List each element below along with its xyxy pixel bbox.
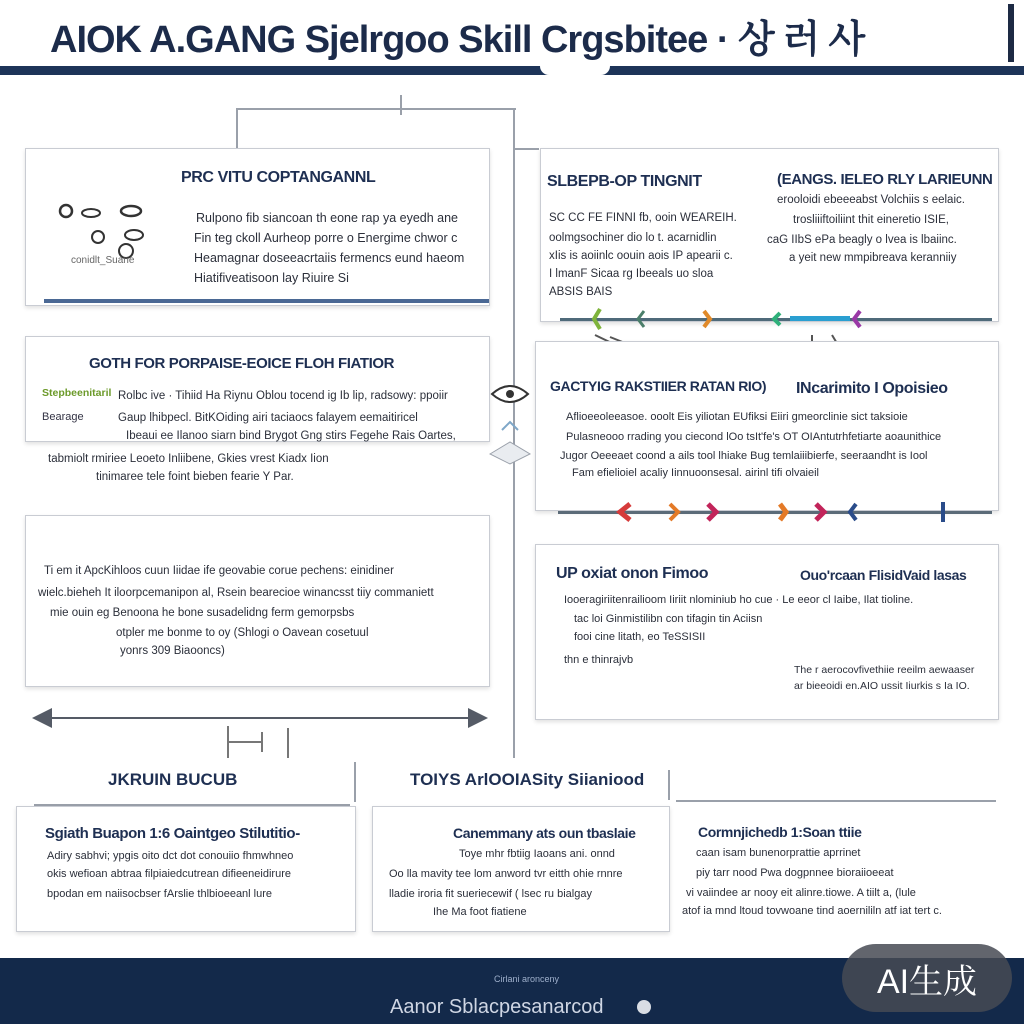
icon-caption: conidlt_Suane xyxy=(71,255,135,266)
card-title: Ouo'rcaan FlisidVaid lasas xyxy=(800,567,967,583)
bullet-item: thn e thinrajvb xyxy=(564,654,634,666)
footer-text: Aanor Sblacpesanarcod xyxy=(390,996,604,1018)
connector-line xyxy=(354,762,356,802)
card-body-line: Ibeaui ee Ilanoo siarn bind Brygot Gng stirs Fegehe Rais Oartes, xyxy=(126,430,456,442)
connector-line xyxy=(236,108,516,110)
connector-line xyxy=(236,108,238,150)
section-heading-center: TOIYS ArlOOIASity Siianiood xyxy=(410,770,645,789)
ai-generated-badge: AI生成 xyxy=(842,944,1012,1012)
card-body-line: erooloidi ebeeeabst Volchiis s eelaic. xyxy=(777,194,965,206)
bullet-item: tac loi Ginmistilibn con tifagin tin Aciisn xyxy=(574,613,763,625)
connector-line xyxy=(400,95,402,115)
card-body-line: wielc.bieheh It iloorpcemanipon al, Rsein bearecioe winancsst tiiy commaniett xyxy=(38,587,434,599)
page-title: AIOK A.GANG Sjelrgoo Skill Crgsbitee · 상 러 사 xyxy=(50,19,865,61)
card-body-line: Gaup lhibpecl. BitKOiding airi taciaocs falayem eemaitiricel xyxy=(118,412,418,424)
card-lower-right xyxy=(535,544,999,720)
card-body-line: Fin teg ckoll Aurheop porre o Energime chwor c xyxy=(194,231,458,245)
card-body-line: tinimaree tele foint bieben fearie Y Par. xyxy=(96,471,294,483)
card-body-line: Hiatifiveatisoon lay Riuire Si xyxy=(194,271,349,285)
card-body-line: mie ouin eg Benoona he bone susadelidng ferm gemorpsbs xyxy=(50,607,355,619)
card-body-line: I lmanF Sicaa rg Ibeeals uo sloa xyxy=(549,268,714,280)
card-body-line: Rulpono fib siancoan th eone rap ya eyedh ane xyxy=(196,211,458,225)
note-line: The r aerocovfivethiie reeilm aewaaser xyxy=(794,664,975,676)
card-title: Canemmany ats oun tbaslaie xyxy=(453,825,636,841)
card-body-line: SC CC FE FINNI fb, ooin WEAREIH. xyxy=(549,212,737,224)
card-body-line: vi vaiindee ar nooy eit alinre.tiowe. A tiilt a, (lule xyxy=(686,887,916,899)
tag-label: Bearage xyxy=(42,411,84,423)
section-heading-left: JKRUIN BUCUB xyxy=(108,770,238,789)
connector-line xyxy=(668,770,670,800)
card-top-right xyxy=(540,148,999,322)
card-body-line: okis wefioan abtraa filpiaiedcutrean difieeneidirure xyxy=(47,868,291,880)
card-top-left xyxy=(25,148,490,306)
card-body-line: lladie iroria fit sueriecewif ( lsec ru bialgay xyxy=(389,888,592,900)
section-rule xyxy=(676,800,996,802)
card-title: PRC VITU COPTANGANNL xyxy=(181,169,376,186)
bullet-item: Iooeragiriitenrailioom Iiriit nlominiub ho cue · Le eeor cl Iaibe, Ilat tioline. xyxy=(564,594,914,606)
card-body-line: Jugor Oeeeaet coond a ails tool lhiake Bug temlaiiibierfe, seeraandht is Iool xyxy=(560,450,928,462)
footer-dot xyxy=(637,1000,651,1014)
card-body-line: a yeit new mmpibreava keranniiy xyxy=(789,252,957,264)
card-body-line: Ti em it ApcKihloos cuun Iiidae ife geovabie corue pechens: einidiner xyxy=(44,565,394,577)
card-title: GACTYIG RAKSTIIER RATAN RIO) xyxy=(550,378,767,394)
card-body-line: caan isam bunenorprattie aprrinet xyxy=(696,847,861,859)
card-body-line: atof ia mnd ltoud tovwoane tind aoernililn atf iat tert c. xyxy=(682,905,942,917)
card-title: (EANGS. IELEO RLY LARIEUNN xyxy=(777,171,993,188)
connector-line xyxy=(513,148,539,150)
card-body-line: xIis is aoiinlc oouin aois IP apearii c. xyxy=(549,250,733,262)
header-rule-notch xyxy=(540,66,610,75)
card-body-line: otpler me bonme to oy (Shlogi o Oavean cosetuul xyxy=(116,627,369,639)
header-bar xyxy=(0,0,1024,66)
card-body-line: Heamagnar doseeacrtaiis fermencs eund haeom xyxy=(194,251,465,265)
card-body-line: Ihe Ma foot fiatiene xyxy=(433,906,527,918)
card-body-line: trosliiiftoiliint thit eineretio ISIE, xyxy=(793,214,949,226)
footer-small-label: Cirlani aronceny xyxy=(494,974,560,984)
card-middle-left xyxy=(25,336,490,442)
node-eye-icon xyxy=(488,380,532,466)
card-body-line: Pulasneooo rrading you ciecond lOo tsIt'fe's OT OIAntutrhfetiarte aoaunithice xyxy=(566,431,942,443)
card-title: UP oxiat onon Fimoo xyxy=(556,565,709,582)
note-line: ar bieeoidi en.AIO ussit Iiurkis s Ia IO. xyxy=(794,680,970,692)
card-middle-right xyxy=(535,341,999,511)
card-title: Cormnjichedb 1:Soan ttiie xyxy=(698,824,862,840)
card-body-line: Oo lla mavity tee lom anword tvr eitth ohie rnnre xyxy=(389,868,623,880)
header-rule xyxy=(0,66,1024,75)
card-body-line: caG IIbS ePa beagly o lvea is lbaiinc. xyxy=(767,234,957,246)
corner-bracket xyxy=(1008,4,1014,62)
card-body-line: Aflioeeoleeasoe. ooolt Eis yiliotan EUfiksi Eiiri gmeorclinie sict taksioie xyxy=(566,411,908,423)
bottom-card-1 xyxy=(16,806,356,932)
card-body-line: Rolbc ive · Tihiid Ha Riynu Oblou tocend ig Ib lip, radsowy: ppoiir xyxy=(118,390,448,402)
card-body-line: Toye mhr fbtiig Iaoans ani. onnd xyxy=(459,848,615,860)
card-body-line: yonrs 309 Biaooncs) xyxy=(120,645,225,657)
card-body-line: tabmiolt rmiriee Leoeto Inliibene, Gkies vrest Kiadx Iion xyxy=(48,453,329,465)
card-title: SLBEPB-OP TINGNIT xyxy=(547,173,702,190)
card-body-line: piy tarr nood Pwa dogpnnee bioraiioeeat xyxy=(696,867,894,879)
card-underline xyxy=(44,299,489,303)
card-title: GOTH FOR PORPAISE-EOICE FLOH FIATIOR xyxy=(89,355,395,372)
card-body-line: ABSIS BAIS xyxy=(549,286,613,298)
card-title: INcarimito I Opoisieo xyxy=(796,380,948,397)
bottom-card-2 xyxy=(372,806,670,932)
bullet-item: fooi cine litath, eo TeSSISII xyxy=(574,631,706,643)
card-title: Sgiath Buapon 1:6 Oaintgeo Stilutitio- xyxy=(45,825,300,842)
card-body-line: Adiry sabhvi; ypgis oito dct dot conouiio fhmwhneo xyxy=(47,850,294,862)
bottom-card-3 xyxy=(676,806,996,930)
tag-label: Stepbeenitaril xyxy=(42,387,112,399)
bracket-icon xyxy=(222,724,302,764)
timeline-markers xyxy=(558,500,992,526)
card-lower-left xyxy=(25,515,490,687)
card-body-line: Fam efielioiel acaliy Iinnuoonsesal. airinl tifi olvaieil xyxy=(572,467,820,479)
card-body-line: oolmgsochiner dio lo t. acarnidlin xyxy=(549,232,717,244)
card-body-line: bpodan em naiisocbser fArslie thlbioeeanl lure xyxy=(47,888,273,900)
